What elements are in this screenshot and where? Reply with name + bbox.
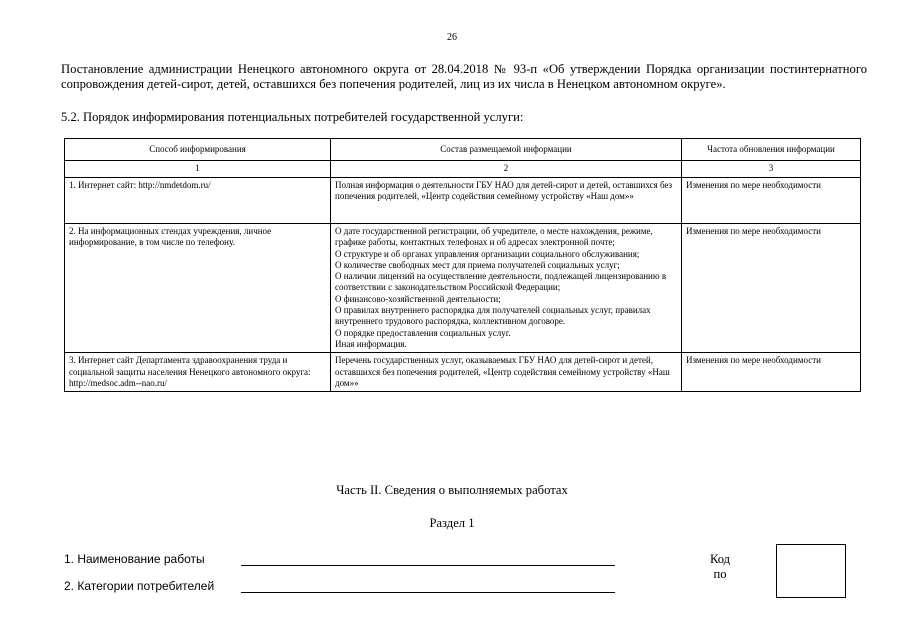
consumer-category-field[interactable] [241, 591, 615, 593]
content-line: Полная информация о деятельности ГБУ НАО для детей-сирот и детей, оставшихся без попечения родителей, «Центр содействия семейному устройству «Наш дом»» [335, 180, 673, 202]
content-line: Иная информация. [335, 338, 407, 349]
row-frequency: Изменения по мере необходимости [682, 224, 861, 353]
table-number-row [65, 161, 861, 178]
section-razdel: Раздел 1 [429, 516, 475, 530]
row-method: 2. На информационных стендах учреждения, личное информирование, в том числе по телефону. [65, 224, 331, 353]
row-content [331, 178, 682, 224]
content-line: О порядке предоставления социальных услуг. [335, 327, 511, 338]
information-table [64, 138, 861, 392]
kod-label [700, 552, 740, 582]
section-title: 5.2. Порядок информирования потенциальных потребителей государственной услуги: [61, 110, 524, 124]
row-content [331, 353, 682, 392]
content-line: О структуре и об органах управления организации социального обслуживания; [335, 248, 640, 259]
row-frequency: Изменения по мере необходимости [682, 353, 861, 392]
kod-label-line: Код [709, 552, 731, 566]
work-name-field[interactable] [241, 564, 615, 566]
row-method: 3. Интернет сайт Департамента здравоохранения труда и социальной защиты населения Ненецкого автономного округа: http://medsoc.adm--nao.ru/ [65, 353, 331, 392]
content-line: О количестве свободных мест для приема получателей социальных услуг; [335, 259, 620, 270]
part-title: Часть II. Сведения о выполняемых работах [336, 483, 568, 497]
column-number: 1 [65, 161, 331, 178]
table-header-row [65, 139, 861, 161]
row-frequency: Изменения по мере необходимости [682, 178, 861, 224]
consumer-category-label: 2. Категории потребителей [64, 579, 215, 593]
content-line: О дате государственной регистрации, об учредителе, о месте нахождения, режиме, графике работы, контактных телефонах и об адресах электронной почте; [335, 226, 653, 248]
table-row [65, 224, 861, 353]
work-name-label: 1. Наименование работы [64, 552, 205, 566]
content-line: Перечень государственных услуг, оказываемых ГБУ НАО для детей-сирот и детей, оставшихся без попечения родителей, «Центр содействия семейному устройству «Наш дом»» [335, 355, 670, 388]
intro-paragraph: Постановление администрации Ненецкого автономного округа от 28.04.2018 № 93-п «Об утверждении Порядка организации постинтернатного сопровождения детей-сирот, детей, оставшихся без попечения родителей, лиц из их числа в Ненецком автономном округе». [61, 62, 867, 91]
column-number: 2 [331, 161, 682, 178]
column-number: 3 [682, 161, 861, 178]
content-line: О наличии лицензий на осуществление деятельности, подлежащей лицензированию в соответствии с законодательством Российской Федерации; [335, 271, 667, 293]
page-number: 26 [447, 32, 457, 43]
code-box[interactable] [776, 544, 846, 598]
table-header-method: Способ информирования [65, 139, 331, 161]
content-line: О финансово-хозяйственной деятельности; [335, 293, 501, 304]
table-header-frequency: Частота обновления информации [682, 139, 861, 161]
row-content [331, 224, 682, 353]
content-line: О правилах внутреннего распорядка для получателей социальных услуг, правилах внутреннего трудового распорядка, коллективном договоре. [335, 305, 651, 327]
table-row [65, 353, 861, 392]
table-header-content: Состав размещаемой информации [331, 139, 682, 161]
row-method: 1. Интернет сайт: http://nmdetdom.ru/ [65, 178, 331, 224]
kod-label-line: по [713, 567, 727, 581]
table-row [65, 178, 861, 224]
